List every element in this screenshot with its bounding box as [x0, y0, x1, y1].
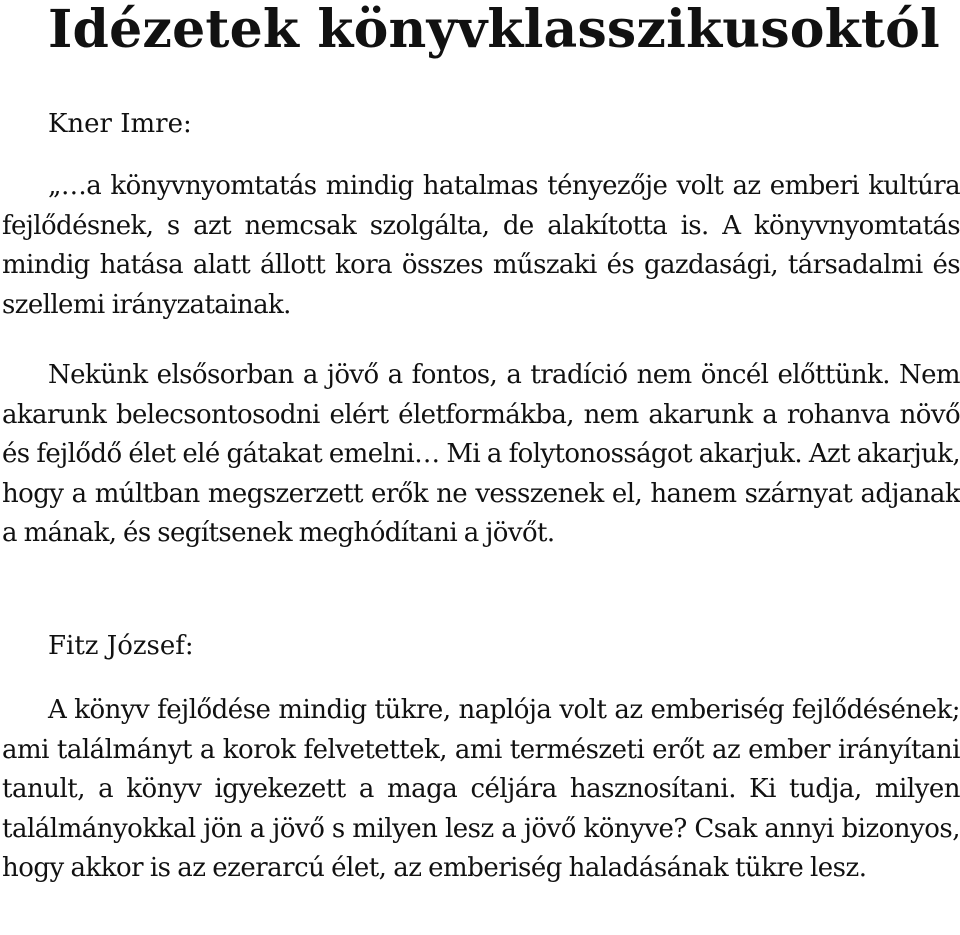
author-fitz-jozsef: Fitz József: [48, 631, 194, 661]
quote-paragraph-3: A könyv fejlődése mindig tükre, naplója volt az emberiség fejlődésének; ami találmányt a korok felvetettek, ami természeti erőt az ember irányítani tanult, a könyv igyekezett a maga céljára hasznosítani. Ki tudja, milyen találmányokkal jön a jövő s milyen lesz a jövő könyve? Csak annyi bizonyos, hogy akkor is az ezerarcú élet, az emberiség haladásának tükre lesz. [2, 695, 960, 883]
page-title: Idézetek könyvklasszikusoktól [48, 0, 940, 60]
quote-paragraph-1: „…a könyvnyomtatás mindig hatalmas tényezője volt az emberi kultúra fejlődésnek, s azt nemcsak szolgálta, de alakította is. A könyvnyomtatás mindig hatása alatt állott kora összes műszaki és gazdasági, társadalmi és szellemi irányzatainak. [2, 171, 960, 320]
author-kner-imre: Kner Imre: [48, 109, 192, 139]
quote-paragraph-2: Nekünk elsősorban a jövő a fontos, a tradíció nem öncél előttünk. Nem akarunk belecsontosodni elért életformákba, nem akarunk a rohanva növő és fejlődő élet elé gátakat emelni… Mi a folytonosságot akarjuk. Azt akarjuk, hogy a múltban megszerzett erők ne vesszenek el, hanem szárnyat adjanak a mának, és segítsenek meghódítani a jövőt. [2, 360, 960, 548]
